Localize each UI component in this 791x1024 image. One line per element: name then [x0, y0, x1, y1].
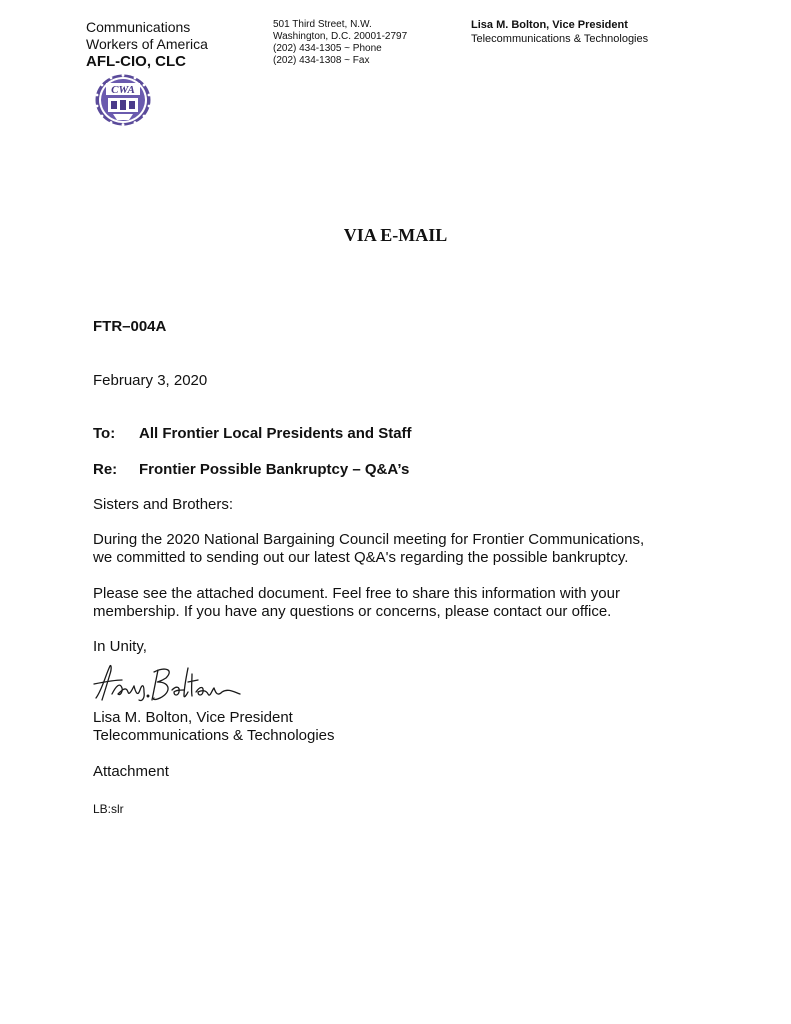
- to-label: To:: [93, 425, 116, 442]
- paragraph-2-line-2: membership. If you have any questions or concerns, please contact our office.: [93, 603, 612, 620]
- salutation: Sisters and Brothers:: [93, 496, 234, 513]
- re-value: Frontier Possible Bankruptcy – Q&A’s: [139, 461, 410, 478]
- address-street: 501 Third Street, N.W.: [273, 19, 372, 30]
- signer-department: Telecommunications & Technologies: [93, 727, 335, 744]
- to-line: [93, 424, 412, 443]
- address-fax: (202) 434-1308 ~ Fax: [273, 55, 370, 66]
- re-line: [93, 460, 409, 479]
- cwa-logo-icon: [95, 74, 151, 126]
- delivery-method: VIA E-MAIL: [343, 225, 448, 245]
- org-affiliation: AFL-CIO, CLC: [86, 53, 186, 70]
- paragraph-2-line-1: Please see the attached document. Feel free to share this information with your: [93, 585, 620, 602]
- address-city: Washington, D.C. 20001-2797: [273, 31, 408, 42]
- paragraph-1-line-2: we committed to sending out our latest Q&A's regarding the possible bankruptcy.: [93, 549, 629, 566]
- address-phone: (202) 434-1305 ~ Phone: [273, 43, 382, 54]
- org-name-line-1: Communications: [86, 19, 191, 35]
- signature-icon: [92, 660, 242, 706]
- signer-name: Lisa M. Bolton, Vice President: [93, 709, 293, 726]
- vp-name: Lisa M. Bolton, Vice President: [471, 19, 628, 31]
- org-name-line-2: Workers of America: [86, 36, 208, 52]
- logo-text: CWA: [111, 84, 135, 96]
- to-value: All Frontier Local Presidents and Staff: [139, 425, 412, 442]
- paragraph-1-line-1: During the 2020 National Bargaining Council meeting for Frontier Communications,: [93, 531, 645, 548]
- enclosure-note: Attachment: [93, 763, 169, 780]
- reference-number: FTR–004A: [93, 318, 167, 335]
- vp-department: Telecommunications & Technologies: [471, 33, 649, 45]
- letter-date: February 3, 2020: [93, 372, 208, 389]
- closing: In Unity,: [93, 638, 147, 655]
- typist-initials: LB:slr: [93, 802, 124, 816]
- re-label: Re:: [93, 461, 118, 478]
